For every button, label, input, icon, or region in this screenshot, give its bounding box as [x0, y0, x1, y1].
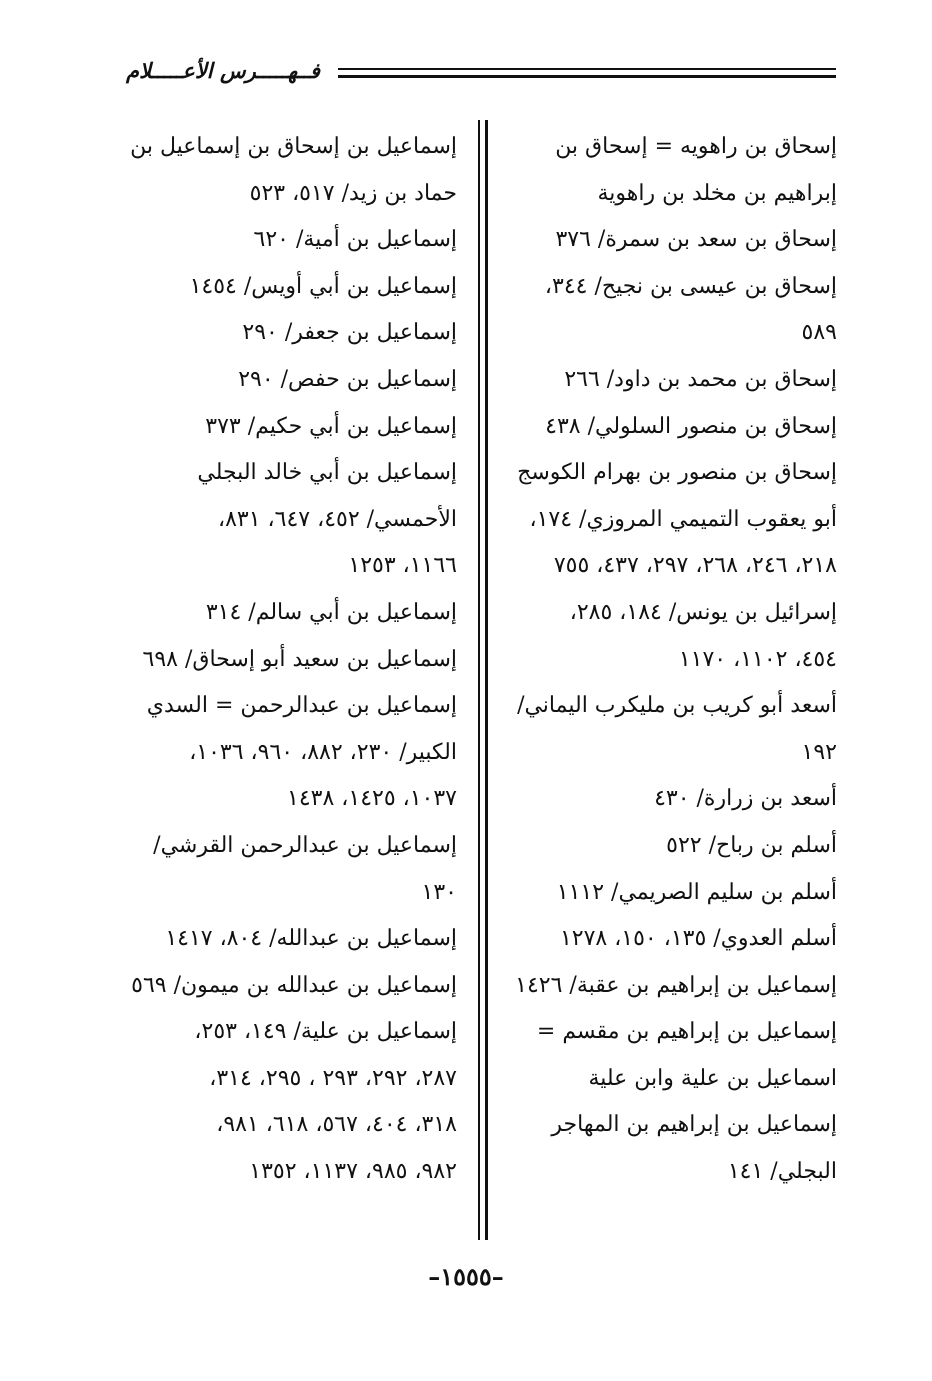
- index-entry-line: إسماعيل بن عبدالرحمن = السدي: [146, 693, 457, 719]
- index-entry-line: إسماعيل بن أبي حكيم/ ٣٧٣: [205, 413, 457, 439]
- index-entry-line: إبراهيم بن مخلد بن راهوية: [597, 180, 837, 206]
- index-column-left: [130, 124, 457, 1196]
- index-entry-line: إسماعيل بن حفص/ ٢٩٠: [238, 366, 457, 392]
- index-entry-line: إسماعيل بن أبي خالد البجلي: [197, 460, 457, 486]
- index-entry-line: ١١٦٦، ١٢٥٣: [348, 553, 457, 579]
- header-rule-thick: [338, 75, 836, 78]
- index-entry-line: إسرائيل بن يونس/ ١٨٤، ٢٨٥،: [569, 599, 837, 625]
- index-entry-line: أسلم العدوي/ ١٣٥، ١٥٠، ١٢٧٨: [559, 926, 837, 952]
- page-number: –١٥٥٥–: [428, 1262, 504, 1291]
- index-entry-line: الكبير/ ٢٣٠، ٨٨٢، ٩٦٠، ١٠٣٦،: [189, 739, 457, 765]
- index-entry-line: إسماعيل بن إبراهيم بن مقسم =: [536, 1019, 837, 1045]
- divider-rule-thin: [478, 120, 480, 1240]
- index-entry-line: إسماعيل بن عبدالله/ ٨٠٤، ١٤١٧: [165, 926, 457, 952]
- index-entry-line: إسحاق بن راهويه = إسحاق بن: [555, 134, 837, 159]
- index-entry-line: ٢٨٧، ٢٩٢، ٢٩٣ ، ٢٩٥، ٣١٤،: [209, 1065, 457, 1091]
- index-entry-line: ١٠٣٧، ١٤٢٥، ١٤٣٨: [287, 786, 457, 812]
- index-entry-line: إسماعيل بن إبراهيم بن عقبة/ ١٤٢٦: [515, 972, 837, 998]
- index-entry-line: ٢١٨، ٢٤٦، ٢٦٨، ٢٩٧، ٤٣٧، ٧٥٥: [553, 553, 837, 579]
- index-entry-line: أسلم بن رباح/ ٥٢٢: [666, 832, 837, 858]
- header-rule-thin: [338, 68, 836, 70]
- index-entry-line: إسماعيل بن إسحاق بن إسماعيل بن: [130, 134, 457, 159]
- index-entry-line: إسماعيل بن سعيد أبو إسحاق/ ٦٩٨: [142, 646, 457, 672]
- index-entry-line: أسعد أبو كريب بن مليكرب اليماني/: [517, 693, 837, 719]
- index-entry-line: البجلي/ ١٤١: [727, 1159, 837, 1185]
- index-entry-line: أسلم بن سليم الصريمي/ ١١١٢: [556, 879, 837, 905]
- index-entry-line: أسعد بن زرارة/ ٤٣٠: [654, 786, 837, 812]
- divider-rule-thick: [485, 120, 488, 1240]
- index-entry-line: إسحاق بن سعد بن سمرة/ ٣٧٦: [555, 227, 837, 253]
- index-entry-line: اسماعيل بن علية وابن علية: [588, 1065, 837, 1091]
- index-entry-line: ٤٥٤، ١١٠٢، ١١٧٠: [678, 646, 837, 672]
- index-entry-line: إسحاق بن عيسى بن نجيح/ ٣٤٤،: [544, 273, 837, 299]
- index-entry-line: إسماعيل بن علية/ ١٤٩، ٢٥٣،: [194, 1019, 457, 1045]
- index-entry-line: إسماعيل بن إبراهيم بن المهاجر: [551, 1112, 837, 1138]
- index-entry-line: ١٩٢: [801, 739, 837, 765]
- index-entry-line: إسحاق بن منصور بن بهرام الكوسج: [517, 460, 837, 486]
- index-entry-line: أبو يعقوب التميمي المروزي/ ١٧٤،: [529, 506, 837, 532]
- index-entry-line: ٥٨٩: [801, 320, 837, 346]
- index-entry-line: إسماعيل بن أمية/ ٦٢٠: [253, 227, 457, 253]
- column-divider: [478, 120, 490, 1240]
- index-entry-line: إسماعيل بن جعفر/ ٢٩٠: [242, 320, 457, 346]
- header-title: فــهـــــرس الأعـــــلام: [126, 58, 320, 83]
- index-entry-line: الأحمسي/ ٤٥٢، ٦٤٧، ٨٣١،: [217, 506, 457, 532]
- index-entry-line: ٣١٨، ٤٠٤، ٥٦٧، ٦١٨، ٩٨١،: [216, 1112, 457, 1138]
- index-entry-line: إسماعيل بن أبي سالم/ ٣١٤: [205, 599, 457, 625]
- index-column-right: [512, 124, 837, 1196]
- index-entry-line: ٩٨٢، ٩٨٥، ١١٣٧، ١٣٥٢: [249, 1159, 457, 1185]
- index-entry-line: إسماعيل بن أبي أويس/ ١٤٥٤: [189, 273, 457, 299]
- index-entry-line: إسماعيل بن عبدالله بن ميمون/ ٥٦٩: [131, 972, 457, 998]
- index-entry-line: إسحاق بن محمد بن داود/ ٢٦٦: [564, 366, 837, 392]
- index-entry-line: حماد بن زيد/ ٥١٧، ٥٢٣: [249, 180, 457, 206]
- index-entry-line: ١٣٠: [421, 879, 457, 905]
- index-entry-line: إسماعيل بن عبدالرحمن القرشي/: [153, 832, 457, 858]
- index-entry-line: إسحاق بن منصور السلولي/ ٤٣٨: [545, 413, 837, 439]
- running-header: [118, 58, 836, 88]
